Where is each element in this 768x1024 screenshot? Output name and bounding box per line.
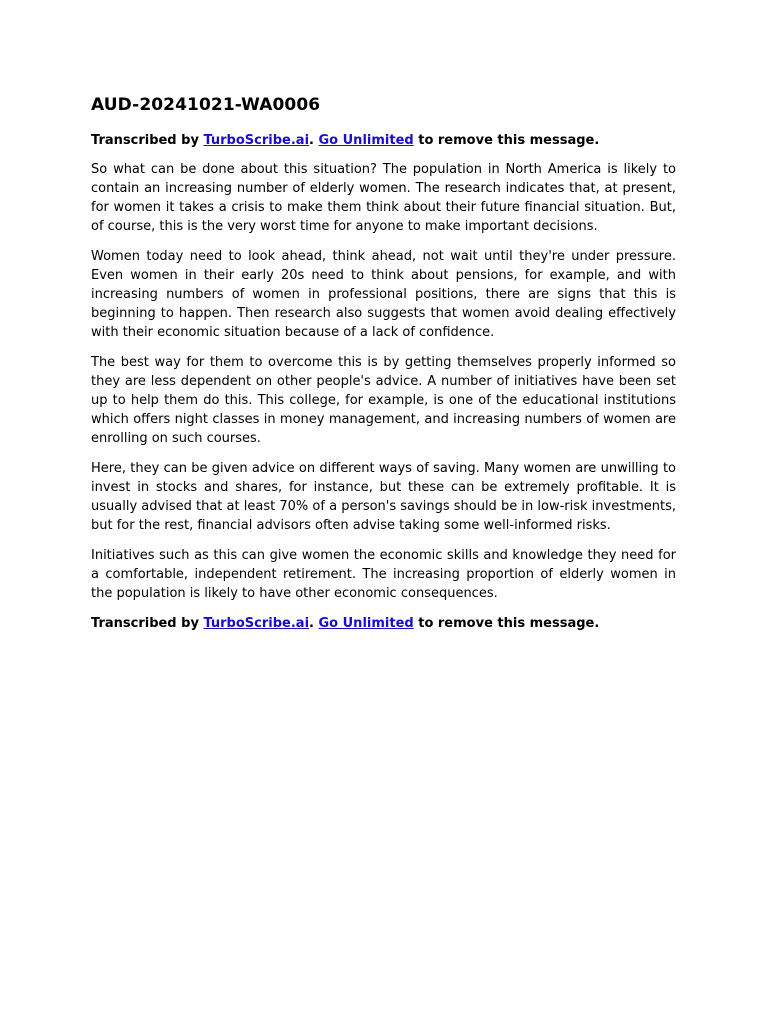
transcript-body <box>91 160 676 603</box>
paragraph: Women today need to look ahead, think ahead, not wait until they're under pressure. Even women in their early 20s need to think about pensions, for example, and with increasing numbers of women in professional positions, there are signs that this is beginning to happen. Then research also suggests that women avoid dealing effectively with their economic situation because of a lack of confidence. <box>91 249 676 340</box>
turboscribe-link[interactable]: TurboScribe.ai <box>203 133 310 148</box>
document-page <box>91 93 676 643</box>
go-unlimited-link[interactable]: Go Unlimited <box>318 616 414 631</box>
turboscribe-link[interactable]: TurboScribe.ai <box>203 616 310 631</box>
paragraph: Initiatives such as this can give women the economic skills and knowledge they need for a comfortable, independent retirement. The increasing proportion of elderly women in the population is likely to have other economic consequences. <box>91 548 676 601</box>
document-title: AUD-20241021-WA0006 <box>91 95 321 115</box>
banner-suffix: to remove this message. <box>413 133 600 148</box>
banner-prefix: Transcribed by <box>91 616 204 631</box>
go-unlimited-link[interactable]: Go Unlimited <box>318 133 414 148</box>
banner-separator: . <box>309 616 319 631</box>
transcription-banner-top <box>91 131 676 150</box>
paragraph: Here, they can be given advice on different ways of saving. Many women are unwilling to invest in stocks and shares, for instance, but these can be extremely profitable. It is usually advised that at least 70% of a person's savings should be in low-risk investments, but for the rest, financial advisors often advise taking some well-informed risks. <box>91 461 676 533</box>
paragraph: So what can be done about this situation? The population in North America is likely to contain an increasing number of elderly women. The research indicates that, at present, for women it takes a crisis to make them think about their future financial situation. But, of course, this is the very worst time for anyone to make important decisions. <box>91 162 676 234</box>
banner-suffix: to remove this message. <box>413 616 600 631</box>
transcription-banner-bottom <box>91 614 676 633</box>
banner-prefix: Transcribed by <box>91 133 204 148</box>
banner-separator: . <box>309 133 319 148</box>
paragraph: The best way for them to overcome this is by getting themselves properly informed so they are less dependent on other people's advice. A number of initiatives have been set up to help them do this. This college, for example, is one of the educational institutions which offers night classes in money management, and increasing numbers of women are enrolling on such courses. <box>91 355 676 446</box>
